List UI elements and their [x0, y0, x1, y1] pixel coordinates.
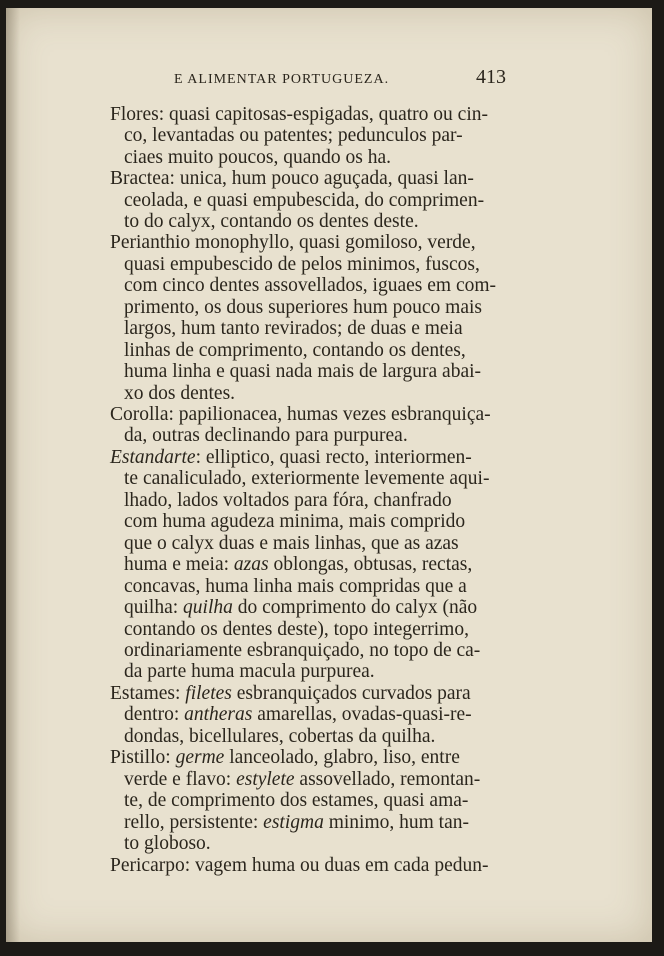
italic-term: estylete — [236, 769, 295, 790]
text-segment: huma linha e quasi nada mais de largura abai- — [124, 361, 482, 382]
text-segment: com huma agudeza minima, mais comprido — [124, 511, 466, 532]
text-line — [124, 576, 467, 598]
text-line — [124, 190, 484, 212]
text-line — [110, 232, 476, 254]
text-line — [124, 468, 489, 490]
text-segment: linhas de comprimento, contando os dentes, — [124, 340, 466, 361]
text-segment: do comprimento do calyx (não — [232, 597, 478, 618]
text-line — [110, 447, 472, 469]
text-segment: lhado, lados voltados para fóra, chanfrado — [124, 490, 452, 511]
text-line — [124, 125, 463, 147]
text-line — [124, 533, 459, 555]
text-line — [124, 597, 477, 619]
text-segment: lanceolado, glabro, liso, entre — [224, 747, 460, 768]
text-line — [124, 361, 481, 383]
text-segment: assovellado, remontan- — [294, 769, 481, 790]
italic-term: Estandarte — [110, 447, 196, 468]
running-title: E ALIMENTAR PORTUGUEZA. — [174, 72, 390, 87]
text-segment: minimo, hum tan- — [323, 812, 469, 833]
text-segment: amarellas, ovadas-quasi-re- — [252, 704, 472, 725]
text-line — [124, 812, 469, 834]
text-segment: ceolada, e quasi empubescida, do comprimen- — [124, 190, 485, 211]
text-line — [110, 168, 474, 190]
text-segment: dentro: — [124, 704, 185, 725]
text-segment: Pericarpo: vagem huma ou duas em cada pedun- — [110, 855, 489, 876]
book-page — [6, 8, 652, 942]
text-segment: da, outras declinando para purpurea. — [124, 425, 408, 446]
text-segment: verde e flavo: — [124, 769, 237, 790]
text-segment: : elliptico, quasi recto, interiormen- — [195, 447, 472, 468]
text-segment: te, de comprimento dos estames, quasi ama- — [124, 790, 469, 811]
text-line — [124, 340, 466, 362]
text-segment: rello, persistente: — [124, 812, 264, 833]
text-segment: quilha: — [124, 597, 184, 618]
text-segment: com cinco dentes assovellados, iguaes em com- — [124, 275, 497, 296]
text-segment: largos, hum tanto revirados; de duas e meia — [124, 318, 463, 339]
text-line — [124, 254, 480, 276]
text-segment: Pistillo: — [110, 747, 176, 768]
text-segment: oblongas, obtusas, rectas, — [268, 554, 473, 575]
text-segment: ordinariamente esbranquiçado, no topo de ca- — [124, 640, 481, 661]
text-segment: Corolla: papilionacea, humas vezes esbranquiça- — [110, 404, 491, 425]
page-spine-shadow — [6, 8, 20, 942]
text-segment: te canaliculado, exteriormente levemente aqui- — [124, 468, 490, 489]
text-segment: huma e meia: — [124, 554, 234, 575]
text-line — [124, 511, 465, 533]
text-line — [124, 704, 472, 726]
text-segment: co, levantadas ou patentes; pedunculos par- — [124, 125, 463, 146]
italic-term: antheras — [184, 704, 253, 725]
text-line — [124, 147, 391, 169]
text-segment: xo dos dentes. — [124, 383, 236, 404]
text-line — [124, 318, 463, 340]
page-number: 413 — [476, 66, 506, 88]
text-line — [124, 769, 480, 791]
text-line — [124, 425, 408, 447]
text-line — [110, 683, 471, 705]
text-segment: dondas, bicellulares, cobertas da quilha. — [124, 726, 436, 747]
text-segment: to do calyx, contando os dentes deste. — [124, 211, 419, 232]
text-segment: Flores: quasi capitosas-espigadas, quatro ou cin- — [110, 104, 488, 125]
italic-term: estigma — [263, 812, 324, 833]
text-segment: quasi empubescido de pelos minimos, fuscos, — [124, 254, 480, 275]
italic-term: azas — [233, 554, 269, 575]
text-segment: que o calyx duas e mais linhas, que as azas — [124, 533, 459, 554]
text-segment: to globoso. — [124, 833, 211, 854]
text-segment: Perianthio monophyllo, quasi gomiloso, verde, — [110, 232, 476, 253]
text-line — [124, 726, 435, 748]
text-line — [124, 661, 375, 683]
text-segment: concavas, huma linha mais compridas que a — [124, 576, 467, 597]
text-segment: contando os dentes deste), topo integerrimo, — [124, 619, 469, 640]
text-segment: ciaes muito poucos, quando os ha. — [124, 147, 391, 168]
text-line — [124, 833, 211, 855]
text-line — [124, 619, 469, 641]
text-line — [110, 855, 489, 877]
text-line — [124, 554, 472, 576]
text-segment: Bractea: unica, hum pouco aguçada, quasi lan- — [110, 168, 474, 189]
text-segment: da parte huma macula purpurea. — [124, 661, 375, 682]
text-line — [110, 104, 488, 126]
text-line — [124, 790, 468, 812]
text-line — [124, 640, 480, 662]
text-segment: esbranquiçados curvados para — [231, 683, 471, 704]
italic-term: germe — [175, 747, 225, 768]
italic-term: quilha — [183, 597, 233, 618]
text-line — [124, 490, 452, 512]
text-line — [124, 211, 419, 233]
text-line — [124, 275, 496, 297]
italic-term: filetes — [185, 683, 232, 704]
text-segment: Estames: — [110, 683, 186, 704]
text-line — [110, 747, 460, 769]
text-segment: primento, os dous superiores hum pouco mais — [124, 297, 482, 318]
text-line — [124, 383, 235, 405]
text-line — [110, 404, 491, 426]
text-line — [124, 297, 482, 319]
